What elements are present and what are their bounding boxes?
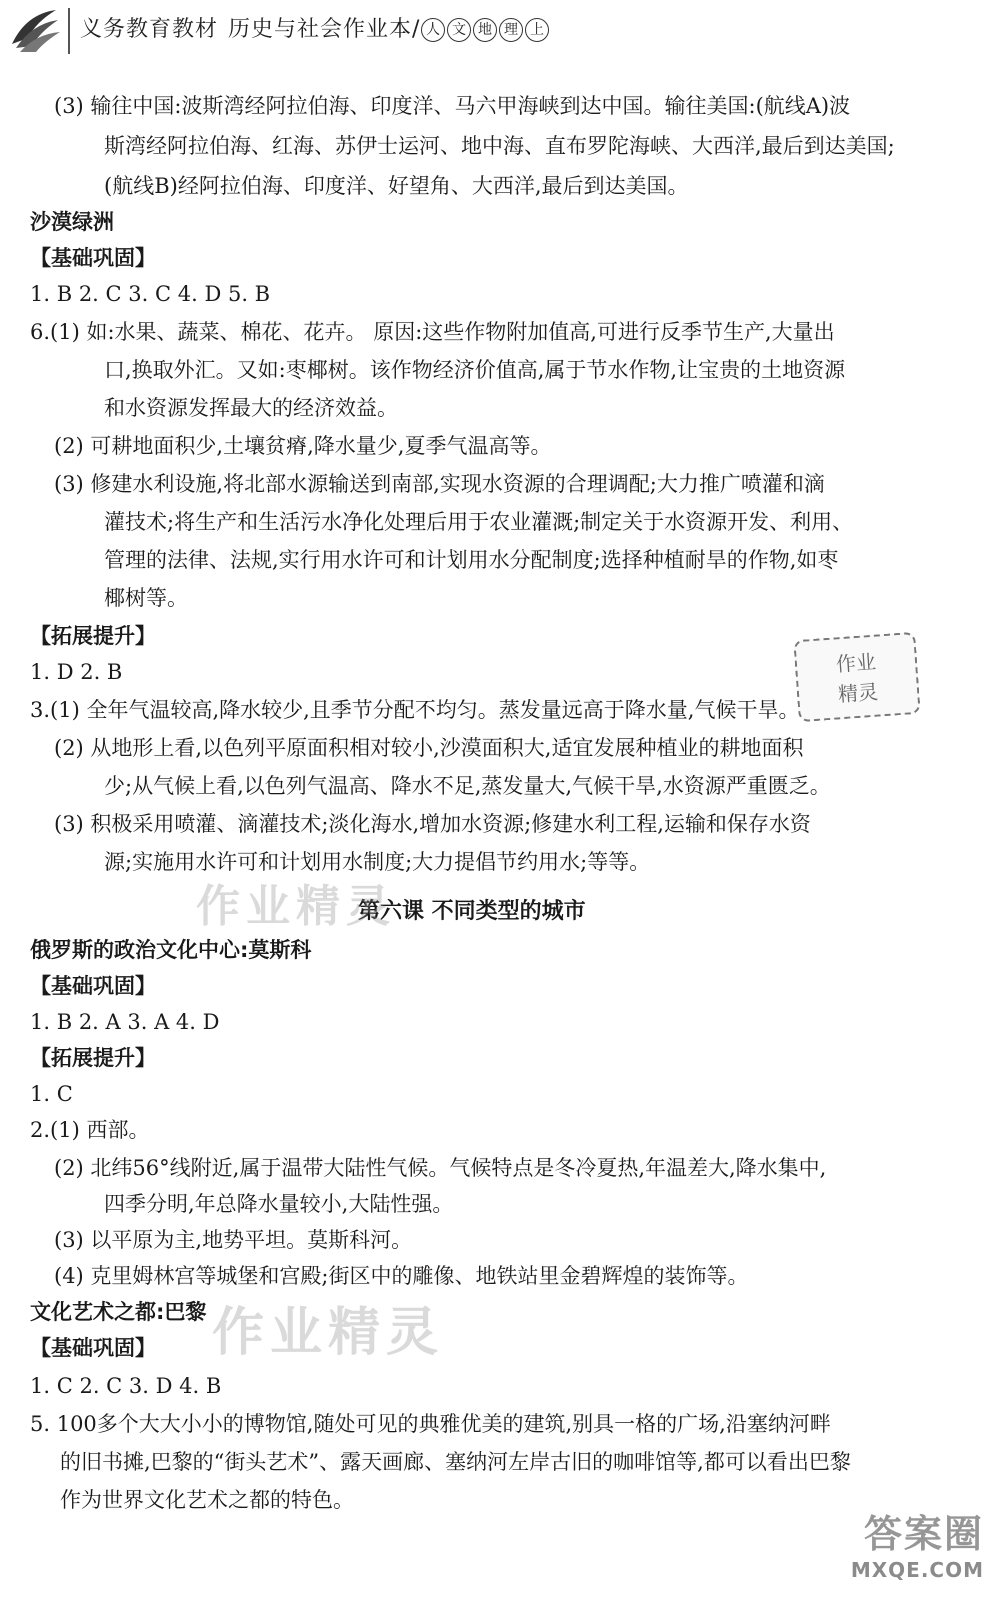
answer-line: (2) 北纬56°线附近,属于温带大陆性气候。气候特点是冬冷夏热,年温差大,降水集中, xyxy=(54,1156,827,1180)
answer-line: 作为世界文化艺术之都的特色。 xyxy=(60,1488,354,1512)
answer-line: 1. D 2. B xyxy=(30,660,123,684)
answer-line: 少;从气候上看,以色列气温高、降水不足,蒸发量大,气候干旱,水资源严重匮乏。 xyxy=(104,774,831,798)
tag-badge: 上 xyxy=(525,18,549,42)
subsection-heading: 【基础巩固】 xyxy=(30,1336,156,1360)
answer-line: 3.(1) 全年气温较高,降水较少,且季节分配不均匀。蒸发量远高于降水量,气候干旱。 xyxy=(30,698,800,722)
book-title: 历史与社会作业本 xyxy=(228,17,413,42)
corner-logo-text: 答案圈 xyxy=(863,1512,984,1556)
answer-line: 1. C xyxy=(30,1082,73,1106)
tag-badge: 人 xyxy=(421,18,445,42)
answer-line: (3) 输往中国:波斯湾经阿拉伯海、印度洋、马六甲海峡到达中国。输往美国:(航线A)波 xyxy=(54,94,851,118)
seal-stamp xyxy=(793,632,920,722)
tag-badge: 文 xyxy=(447,18,471,42)
answer-line: 斯湾经阿拉伯海、红海、苏伊士运河、地中海、直布罗陀海峡、大西洋,最后到达美国; xyxy=(104,134,895,158)
subsection-heading: 【基础巩固】 xyxy=(30,974,156,998)
answer-line: 1. B 2. A 3. A 4. D xyxy=(30,1010,220,1034)
answer-line: (2) 可耕地面积少,土壤贫瘠,降水量少,夏季气温高等。 xyxy=(54,434,552,458)
answer-line: 的旧书摊,巴黎的“街头艺术”、露天画廊、塞纳河左岸古旧的咖啡馆等,都可以看出巴黎 xyxy=(60,1450,851,1474)
section-heading: 文化艺术之都:巴黎 xyxy=(30,1300,207,1324)
answer-line: 源;实施用水许可和计划用水制度;大力提倡节约用水;等等。 xyxy=(104,850,651,874)
corner-url-text: MXQE.COM xyxy=(850,1558,984,1582)
answer-line: 灌技术;将生产和生活污水净化处理后用于农业灌溉;制定关于水资源开发、利用、 xyxy=(104,510,854,534)
section-heading: 俄罗斯的政治文化中心:莫斯科 xyxy=(30,938,312,962)
watermark-text: 作业精灵 xyxy=(212,1303,445,1363)
lesson-title: 第六课 不同类型的城市 xyxy=(358,899,586,924)
tag-badge: 地 xyxy=(473,18,497,42)
answer-line: (3) 积极采用喷灌、滴灌技术;淡化海水,增加水资源;修建水利工程,运输和保存水资 xyxy=(54,812,811,836)
subsection-heading: 【基础巩固】 xyxy=(30,246,156,270)
answer-line: (3) 以平原为主,地势平坦。莫斯科河。 xyxy=(54,1228,413,1252)
book-subtitle: 历史与社会作业本/ 人 文 地 理 上 xyxy=(228,12,550,43)
stamp-text: 作业 精灵 xyxy=(835,649,879,707)
subsection-heading: 【拓展提升】 xyxy=(30,1046,156,1070)
series-title: 义务教育教材 xyxy=(80,17,219,42)
publisher-logo-icon xyxy=(6,4,62,58)
answer-line: (2) 从地形上看,以色列平原面积相对较小,沙漠面积大,适宜发展种植业的耕地面积 xyxy=(54,736,804,760)
tag-badge: 理 xyxy=(499,18,523,42)
corner-watermark xyxy=(851,1503,984,1582)
answer-line: (4) 克里姆林宫等城堡和宫殿;街区中的雕像、地铁站里金碧辉煌的装饰等。 xyxy=(54,1264,749,1288)
answer-line: 管理的法律、法规,实行用水许可和计划用水分配制度;选择种植耐旱的作物,如枣 xyxy=(104,548,839,572)
answer-line: (航线B)经阿拉伯海、印度洋、好望角、大西洋,最后到达美国。 xyxy=(104,174,689,198)
page-header xyxy=(0,0,996,64)
answer-line: 1. B 2. C 3. C 4. D 5. B xyxy=(30,282,271,306)
header-divider xyxy=(68,8,70,54)
watermark-text: 作业精灵 xyxy=(196,881,396,932)
answer-line: 1. C 2. C 3. D 4. B xyxy=(30,1374,222,1398)
answer-line: 四季分明,年总降水量较小,大陆性强。 xyxy=(104,1192,454,1216)
answer-line: 口,换取外汇。又如:枣椰树。该作物经济价值高,属于节水作物,让宝贵的土地资源 xyxy=(104,358,846,382)
section-heading: 沙漠绿洲 xyxy=(30,210,114,234)
answer-line: 和水资源发挥最大的经济效益。 xyxy=(104,396,398,420)
subsection-heading: 【拓展提升】 xyxy=(30,624,156,648)
answer-line: 2.(1) 西部。 xyxy=(30,1118,150,1142)
answer-line: 5. 100多个大大小小的博物馆,随处可见的典雅优美的建筑,别具一格的广场,沿塞纳河畔 xyxy=(30,1412,831,1436)
answer-line: (3) 修建水利设施,将北部水源输送到南部,实现水资源的合理调配;大力推广喷灌和滴 xyxy=(54,472,825,496)
answer-line: 6.(1) 如:水果、蔬菜、棉花、花卉。 原因:这些作物附加值高,可进行反季节生产,大量出 xyxy=(30,320,835,344)
answer-line: 椰树等。 xyxy=(104,586,188,610)
